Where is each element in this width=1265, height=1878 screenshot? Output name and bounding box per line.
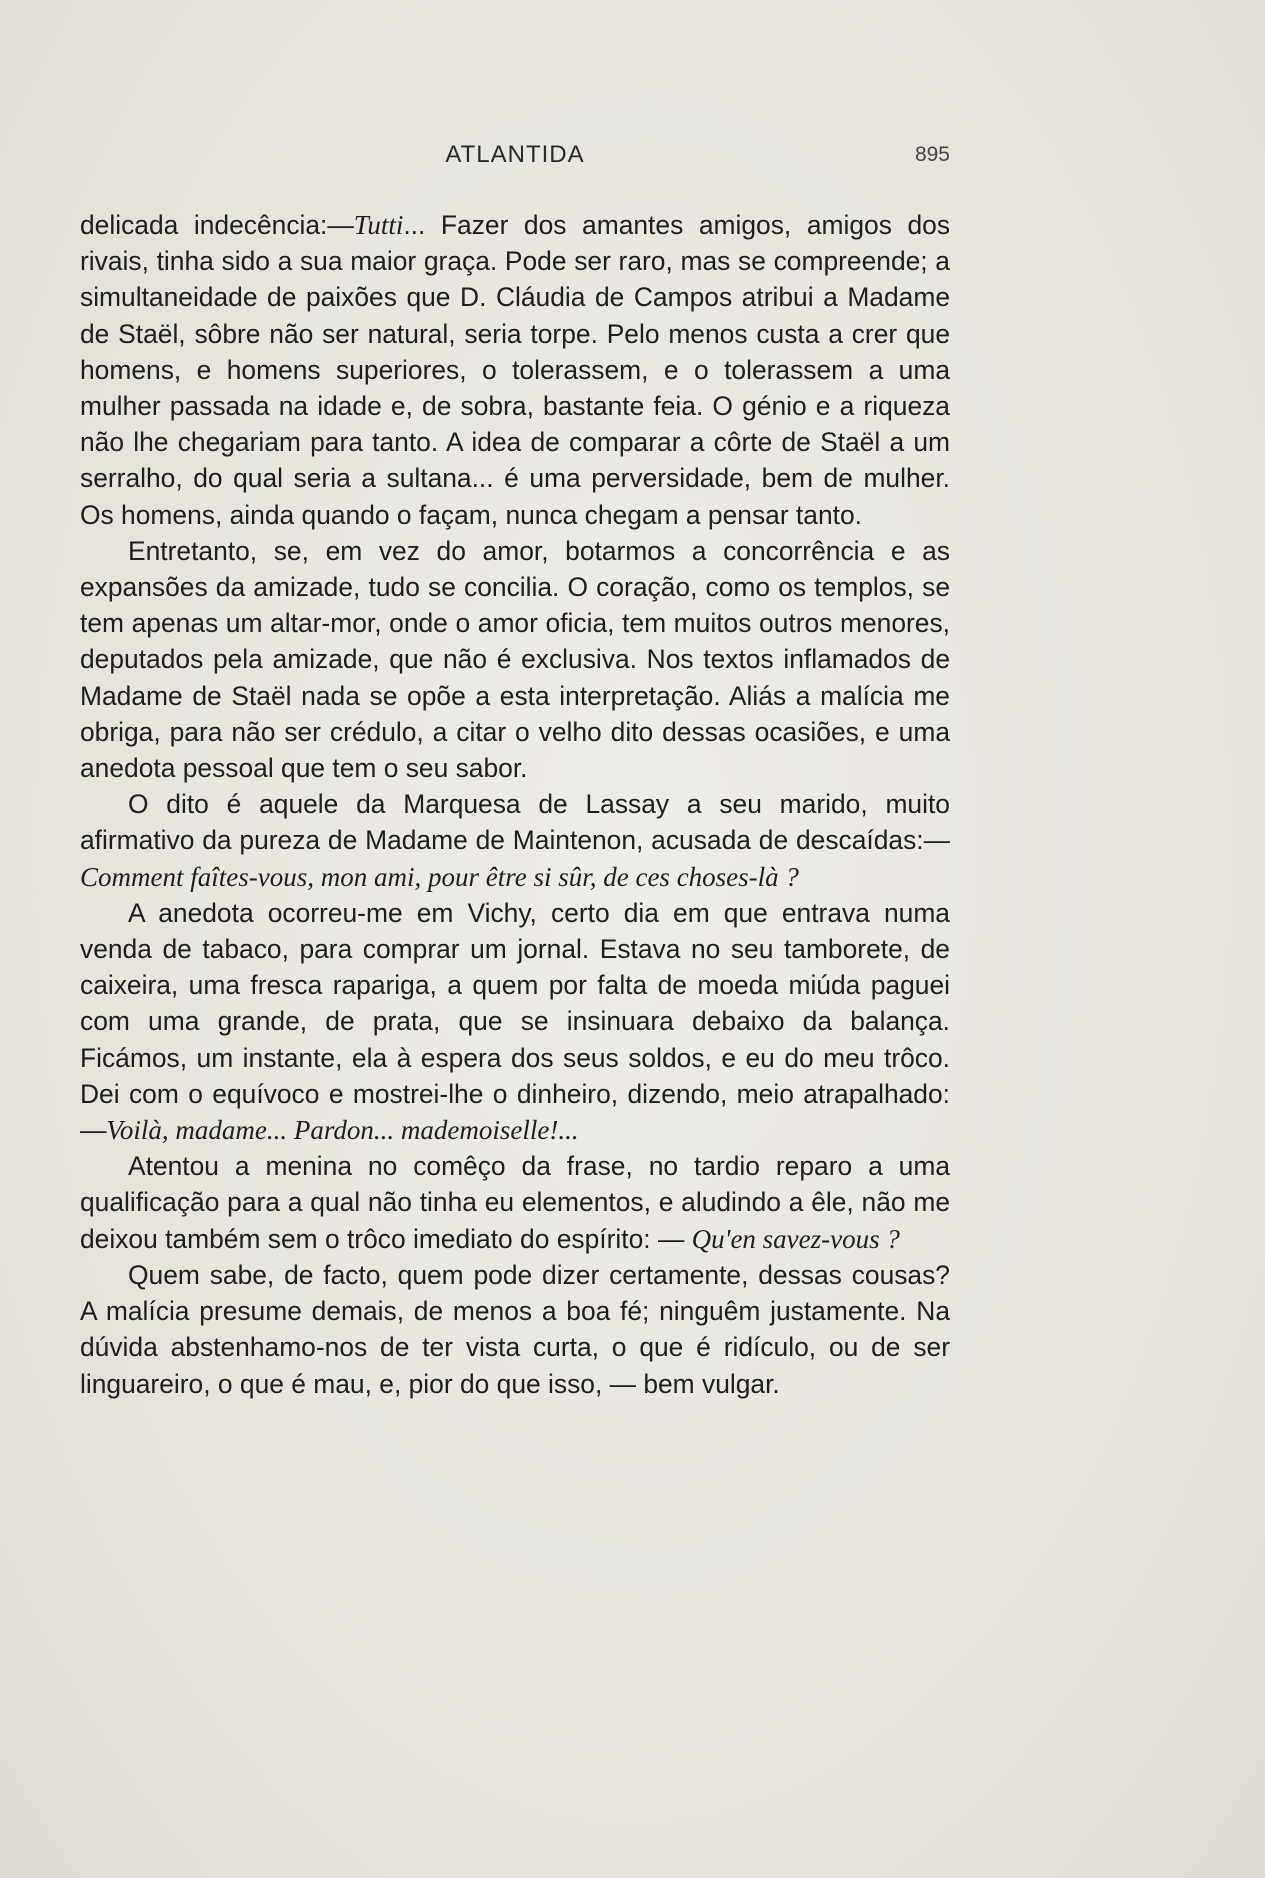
text-span: Entretanto, se, em vez do amor, botarmos a concorrência e as expansões da amizade, tudo se concilia. O coração, como os templos, se tem apenas um altar-mor, onde o amor oficia, tem muitos outros menores, deputados pela amizade, que não é exclusiva. Nos textos inflamados de Madame de Staël nada se opõe a esta interpretação. Aliás a malícia me obriga, para não ser crédulo, a citar o velho dito dessas ocasiões, e uma anedota pessoal que tem o seu sabor. [80, 535, 950, 784]
paragraph [80, 1257, 950, 1402]
text-span: Atentou a menina no comêço da frase, no tardio reparo a uma qualificação para a qual não tinha eu elementos, e aludindo a êle, não me deixou também sem o trôco imediato do espírito: — [80, 1151, 950, 1254]
body-text [80, 207, 950, 1402]
italic-text-span: Tutti [353, 210, 404, 240]
paragraph [80, 786, 950, 895]
running-title: ATLANTIDA [445, 141, 585, 168]
page-number: 895 [914, 143, 950, 166]
italic-text-span: Qu'en savez-vous ? [691, 1223, 900, 1254]
text-span: Quem sabe, de facto, quem pode dizer certamente, dessas cousas? A malícia presume demais, de menos a boa fé; ninguêm justamente. Na dúvida abstenhamo-nos de ter vista curta, o que é ridículo, ou de ser linguareiro, o que é mau, e, pior do que isso, — bem vulgar. [80, 1259, 950, 1399]
text-span: delicada indecência:— [80, 210, 354, 240]
italic-text-span: Voilà, madame... Pardon... mademoiselle!... [106, 1115, 579, 1146]
text-span: ... Fazer dos amantes amigos, amigos dos rivais, tinha sido a sua maior graça. Pode ser raro, mas se compreende; a simultaneidade de paixões que D. Cláudia de Campos atribui a Madame de Staël, sôbre não ser natural, seria torpe. Pelo menos custa a crer que homens, e homens superiores, o tolerassem, e o tolerassem a uma mulher passada na idade e, de sobra, bastante feia. O génio e a riqueza não lhe chegariam para tanto. A idea de comparar a côrte de Staël a um serralho, do qual seria a sultana... é uma perversidade, bem de mulher. Os homens, ainda quando o façam, nunca chegam a pensar tanto. [80, 210, 951, 530]
text-span: A anedota ocorreu-me em Vichy, certo dia em que entrava numa venda de tabaco, para comprar um jornal. Estava no seu tamborete, de caixeira, uma fresca rapariga, a quem por falta de moeda miúda paguei com uma grande, de prata, que se insinuara debaixo da balança. Ficámos, um instante, ela à espera dos seus soldos, e eu do meu trôco. Dei com o equívoco e mostrei-lhe o dinheiro, dizendo, meio atrapalhado: — [80, 897, 950, 1146]
page-header [80, 141, 950, 175]
paragraph [80, 207, 950, 533]
paragraph [80, 895, 950, 1148]
paragraph [80, 533, 950, 786]
text-span: O dito é aquele da Marquesa de Lassay a seu marido, muito afirmativo da pureza de Madame de Maintenon, acusada de descaídas:— [80, 789, 950, 856]
italic-text-span: Comment faîtes-vous, mon ami, pour être si sûr, de ces choses-là ? [80, 861, 799, 892]
paragraph [80, 1148, 950, 1257]
